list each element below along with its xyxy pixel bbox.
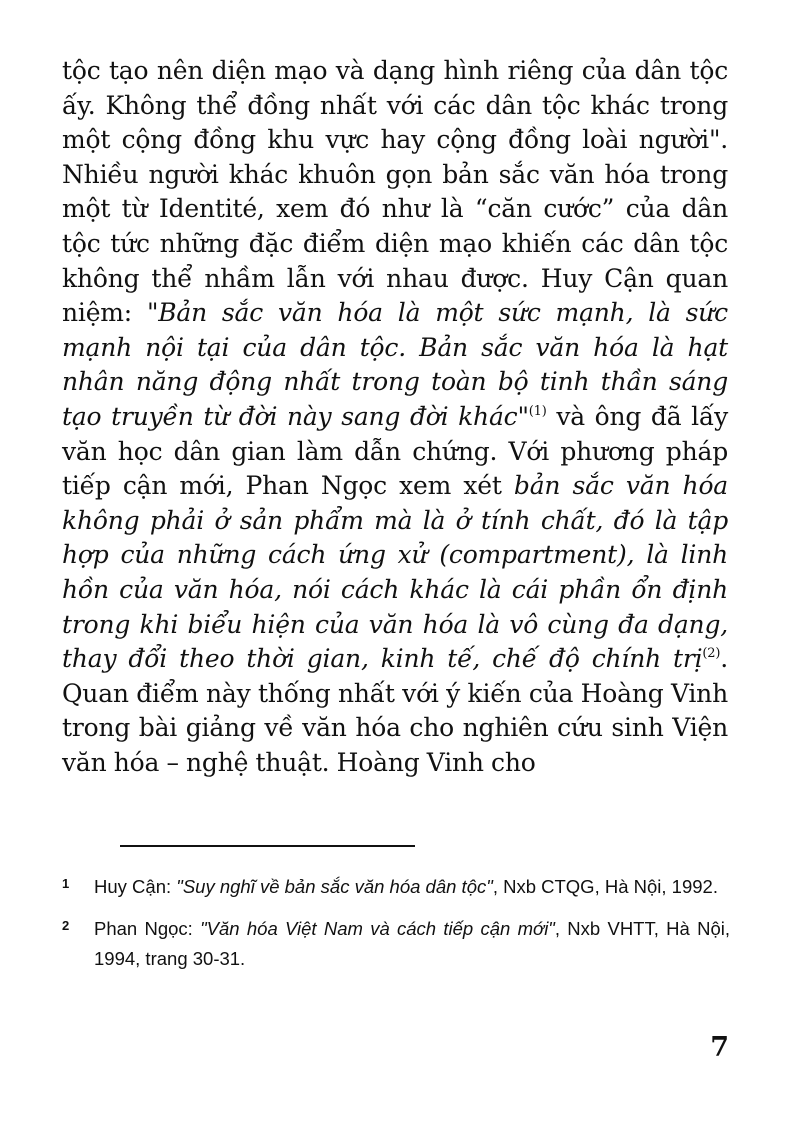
footnote-number: 1 xyxy=(62,876,70,891)
footnote-divider xyxy=(120,845,415,847)
body-text-part-3: . Quan điểm này thống nhất với ý kiến của Hoàng Vinh trong bài giảng về văn hóa cho nghiên cứu sinh Viện văn hóa – nghệ thuật. Hoàng Vinh cho xyxy=(62,644,728,777)
footnotes xyxy=(62,872,730,986)
footnote-ref-2: (2) xyxy=(702,645,721,661)
footnote-2 xyxy=(62,914,730,974)
footnote-title: "Suy nghĩ về bản sắc văn hóa dân tộc" xyxy=(176,876,493,897)
quote-phan-ngoc: bản sắc văn hóa không phải ở sản phẩm mà là ở tính chất, đó là tập hợp của những cách ứng xử (compartment), là linh hồn của văn hóa, nói cách khác là cái phần ổn định trong khi biểu hiện của văn hóa là vô cùng đa dạng, thay đổi theo thời gian, kinh tế, chế độ chính trị xyxy=(62,471,728,674)
footnote-number: 2 xyxy=(62,918,70,933)
quote-huy-can: "Bản sắc văn hóa là một sức mạnh, là sức mạnh nội tại của dân tộc. Bản sắc văn hóa là hạt nhân năng động nhất trong toàn bộ tinh thần sáng tạo truyền từ đời này sang đời khác" xyxy=(62,298,728,431)
footnote-author: Huy Cận: xyxy=(94,876,177,897)
footnote-author: Phan Ngọc: xyxy=(94,918,201,939)
body-paragraph xyxy=(62,54,728,780)
footnote-ref-1: (1) xyxy=(528,403,547,419)
footnote-title: "Văn hóa Việt Nam và cách tiếp cận mới" xyxy=(200,918,555,939)
body-text-part-2: và ông đã lấy văn học dân gian làm dẫn chứng. Với phương pháp tiếp cận mới, Phan Ngọc xem xét xyxy=(62,401,728,501)
footnote-1 xyxy=(62,872,730,902)
page-number: 7 xyxy=(710,1032,729,1063)
footnote-publication: , Nxb VHTT, Hà Nội, 1994, trang 30-31. xyxy=(94,918,730,969)
footnote-publication: , Nxb CTQG, Hà Nội, 1992. xyxy=(492,876,718,897)
body-text-part-1: tộc tạo nên diện mạo và dạng hình riêng của dân tộc ấy. Không thể đồng nhất với các dân tộc khác trong một cộng đồng khu vực hay cộng đồng loài người". Nhiều người khác khuôn gọn bản sắc văn hóa trong một từ Identité, xem đó như là “căn cước” của dân tộc tức những đặc điểm diện mạo khiến các dân tộc không thể nhầm lẫn với nhau được. Huy Cận quan niệm: xyxy=(62,56,728,328)
